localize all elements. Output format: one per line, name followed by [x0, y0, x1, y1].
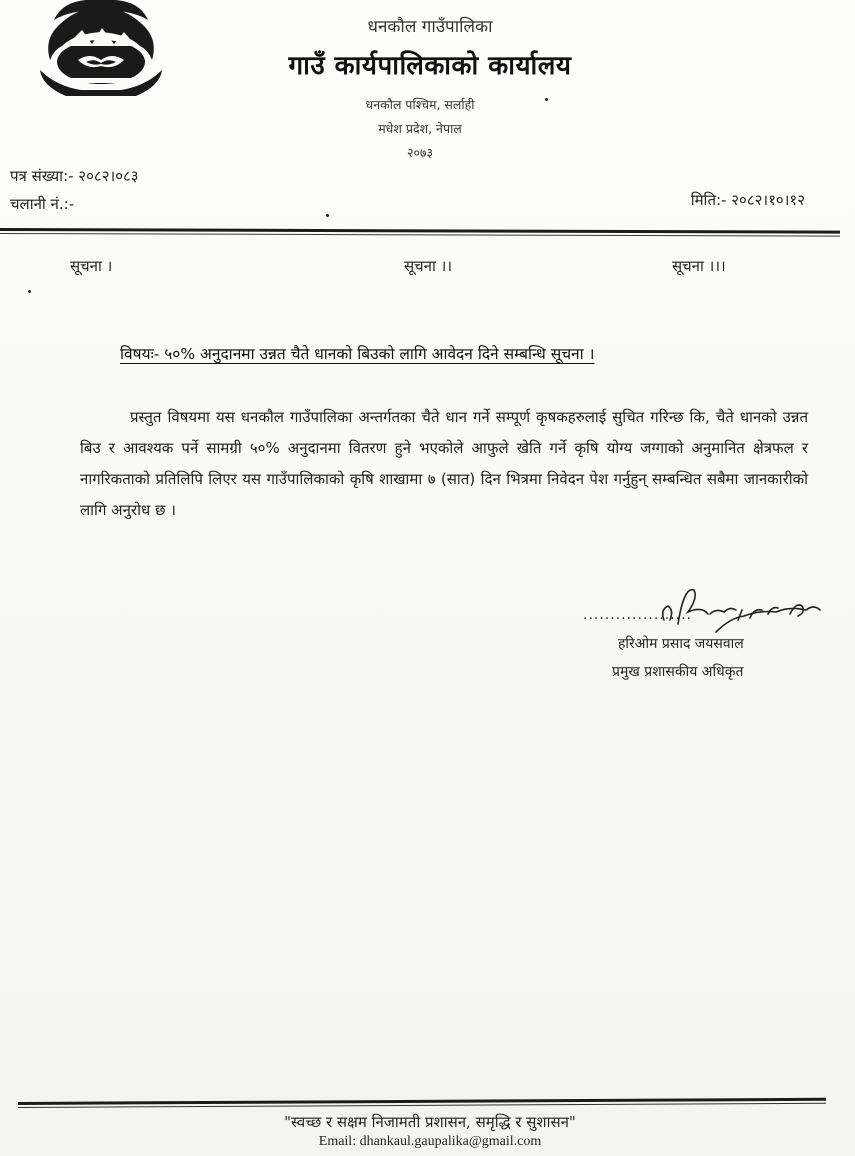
letter-date: मिति:- २०८२।१०।१२ — [690, 191, 805, 209]
footer-email: Email: dhankaul.gaupalika@gmail.com — [318, 1134, 542, 1149]
signature-line: .................... — [583, 607, 693, 623]
address-line-2: मधेश प्रदेश, नेपाल — [378, 121, 462, 136]
subject-line: विषयः- ५०% अनुदानमा उन्नत चैते धानको बिउको लागि आवेदन दिने सम्बन्धि सूचना । — [120, 345, 595, 363]
ink-speck — [545, 98, 548, 101]
office-address — [300, 93, 540, 165]
signatory-name: हरिओम प्रसाद जयसवाल — [618, 636, 744, 652]
address-year: २०७३ — [406, 145, 433, 160]
reference-block — [10, 162, 139, 218]
letter-number: पत्र संख्या:- २०८२।०८३ — [10, 167, 139, 185]
notice-heading-left: सूचना । — [70, 257, 113, 275]
municipality-name: धनकौल गाउँपालिका — [367, 17, 493, 37]
dispatch-number: चलानी नं.:- — [10, 195, 75, 213]
footer-motto: "स्वच्छ र सक्षम निजामती प्रशासन, समृद्धि र सुशासन" — [284, 1113, 576, 1131]
ink-speck — [28, 290, 31, 293]
address-line-1: धनकौल पश्चिम, सर्लाही — [365, 97, 475, 112]
notice-body: प्रस्तुत विषयमा यस धनकौल गाउँपालिका अन्तर्गतका चैते धान गर्ने सम्पूर्ण कृषकहरुलाई सुचित गरिन्छ कि, चैते धानको उन्नत बिउ र आवश्यक पर्ने सामग्री ५०% अनुदानमा वितरण हुने भएकोले आफुले खेति गर्ने कृषि योग्य जग्गाको अनुमानित क्षेत्रफल र नागरिकताको प्रतिलिपि लिएर यस गाउँपालिकाको कृषि शाखामा ७ (सात) दिन भित्रमा निवेदन पेश गर्नुहुन् सम्बन्धित सबैमा जानकारीको लागि अनुरोध छ । — [80, 408, 808, 519]
signatory-title: प्रमुख प्रशासकीय अधिकृत — [612, 664, 744, 680]
ink-speck — [326, 214, 329, 217]
notice-heading-center: सूचना ।। — [404, 257, 453, 275]
header-divider-thin — [0, 233, 840, 237]
notice-heading-right: सूचना ।।। — [672, 257, 726, 275]
nepal-emblem-icon — [36, 0, 166, 100]
office-title: गाउँ कार्यपालिकाको कार्यालय — [288, 51, 572, 81]
